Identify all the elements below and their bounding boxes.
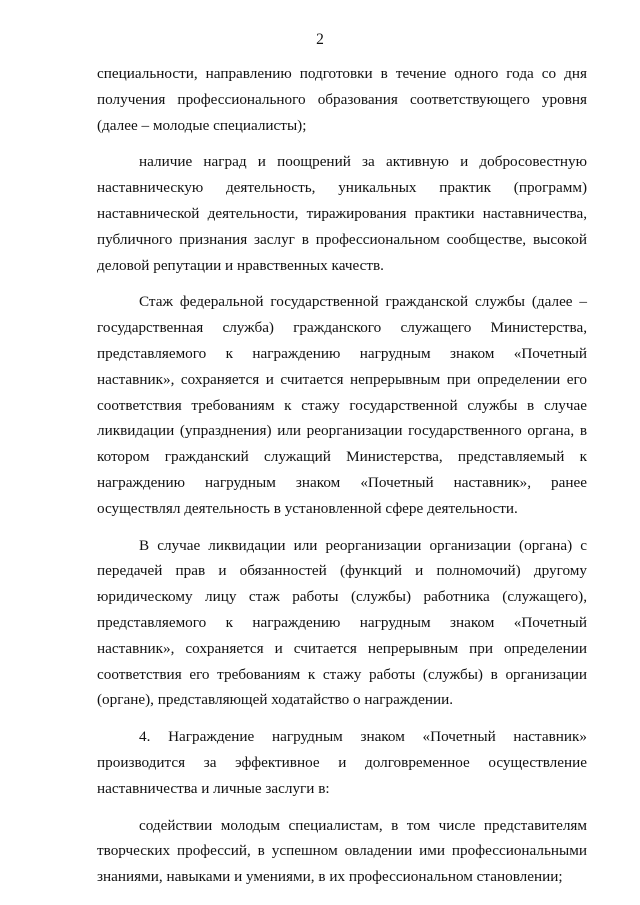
paragraph-service-length: Стаж федеральной государственной гражданской службы (далее – государственная служба) гражданского служащего Министерства, представляемого к награждению нагрудным знаком «Почетный наставник», сохраняется и считается непрерывным при определении его соответствия требованиям к стажу государственной службы в случае ликвидации (упразднения) или реорганизации государственного органа, в котором гражданский служащий Министерства, представляемый к награждению нагрудным знаком «Почетный наставник», ранее осуществлял деятельность в установленной сфере деятельности. [97, 293, 587, 517]
paragraph-awards: наличие наград и поощрений за активную и добросовестную наставническую деятельность, уникальных практик (программ) наставнической деятельности, тиражирования практики наставничества, публичного признания заслуг в профессиональном сообществе, высокой деловой репутации и нравственных качеств. [97, 153, 587, 274]
document-body [97, 61, 587, 890]
paragraph-liquidation: В случае ликвидации или реорганизации организации (органа) с передачей прав и обязанностей (функций и полномочий) другому юридическому лицу стаж работы (службы) работника (служащего), представляемого к награждению нагрудным знаком «Почетный наставник», сохраняется и считается непрерывным при определении соответствия его требованиям к стажу работы (службы) в организации (органе), представляющей ходатайство о награждении. [97, 536, 587, 709]
page-number: 2 [316, 31, 324, 48]
paragraph-assistance: содействии молодым специалистам, в том числе представителям творческих профессий, в успешном овладении ими профессиональными знаниями, навыками и умениями, в их профессиональном становлении; [97, 816, 587, 886]
paragraph-item-4: 4. Награждение нагрудным знаком «Почетный наставник» производится за эффективное и долговременное осуществление наставничества и личные заслуги в: [97, 728, 587, 797]
paragraph-young-specialists-end: специальности, направлению подготовки в течение одного года со дня получения профессионального образования соответствующего уровня (далее – молодые специалисты); [97, 65, 587, 134]
